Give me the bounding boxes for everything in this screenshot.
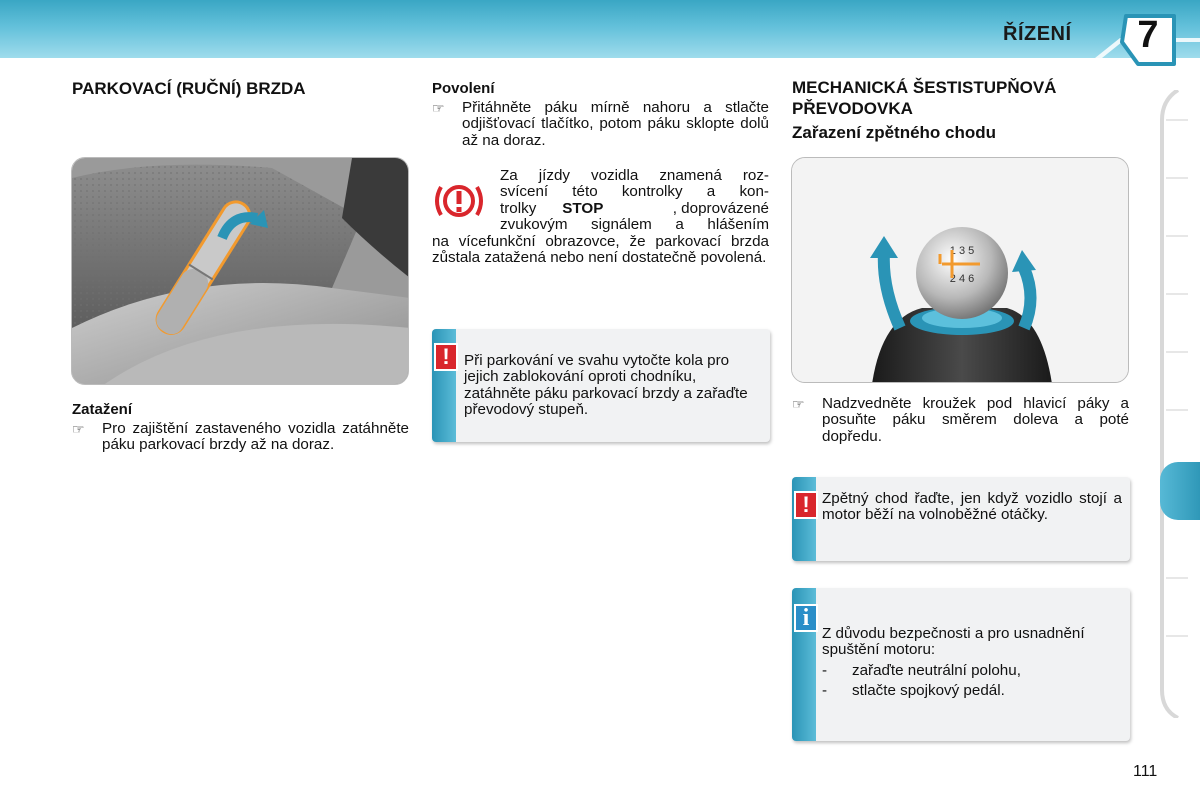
release-text: Přitáhněte páku mírně nahoru a stlačte odjišťovací tlačítko, potom páku sklopte dolů až na doraz. [462, 99, 769, 149]
section-title-gearbox: MECHANICKÁ ŠESTISTUPŇOVÁ PŘEVODOVKA [792, 78, 1057, 118]
info-icon: i [794, 604, 818, 632]
release-instruction [432, 100, 769, 149]
active-chapter-tab[interactable] [1160, 462, 1200, 520]
page-number: 111 [1133, 763, 1158, 780]
pointer-icon: ☞ [792, 396, 805, 412]
reverse-instruction-text: Nadzvedněte kroužek pod hlavicí páky a posuňte páku směrem doleva a poté dopředu. [822, 395, 1129, 445]
pointer-icon: ☞ [72, 421, 85, 437]
info-note-safety [792, 588, 1130, 741]
list-item-text: stlačte spojkový pedál. [852, 682, 1005, 700]
knob-pattern-bottom: 2 4 6 [949, 273, 975, 285]
list-dash: - [822, 661, 828, 679]
warning-line-4: zvukovým signálem a hlášením [500, 216, 769, 234]
pointer-icon: ☞ [432, 100, 445, 116]
knob-pattern-top: 1 3 5 [949, 245, 975, 257]
warning-icon: ! [434, 343, 458, 371]
warning-line-3a: trolky [500, 199, 537, 217]
info-note-body [822, 626, 1122, 700]
gear-knob-photo [791, 157, 1129, 383]
chapter-number: 7 [1137, 14, 1159, 56]
apply-instruction [72, 421, 409, 454]
reverse-note-text: Zpětný chod řaďte, jen když vozidlo stojí a motor běží na volnoběžné otáčky. [822, 490, 1122, 524]
apply-text: Pro zajištění zastaveného vozidla zatáhněte páku parkovací brzdy až na doraz. [102, 420, 409, 454]
warning-note-slope [432, 329, 770, 442]
warning-line-2: svícení této kontrolky a kon- [500, 183, 769, 201]
apply-heading: Zatažení [72, 401, 133, 418]
warning-line-3c: , doprovázené [672, 199, 769, 217]
list-item-text: zařaďte neutrální polohu, [852, 661, 1021, 679]
release-heading: Povolení [432, 80, 495, 97]
handbrake-lever-photo [71, 157, 409, 385]
list-item [822, 663, 1122, 679]
warning-lamp-text-rest: na vícefunkční obrazovce, že parkovací brzda zůstala zatažená nebo není dostatečně povolená. [432, 233, 769, 267]
brake-warning-lamp-icon [433, 178, 485, 224]
info-note-intro: Z důvodu bezpečnosti a pro usnadnění spuštění motoru: [822, 625, 1085, 659]
reverse-gear-subtitle: Zařazení zpětného chodu [792, 123, 997, 142]
list-dash: - [822, 682, 828, 700]
warning-note-reverse [792, 477, 1130, 561]
warning-lamp-text-lines [500, 168, 769, 234]
section-title-parking-brake: PARKOVACÍ (RUČNÍ) BRZDA [72, 79, 306, 98]
chapter-tab-rail [1158, 90, 1200, 718]
warning-line-3 [500, 201, 769, 217]
list-item [822, 683, 1122, 699]
slope-note-text: Při parkování ve svahu vytočte kola pro jejich zablokování oproti chodníku, zatáhněte páku parkovací brzdy a zařaďte převodový stupeň. [464, 352, 748, 419]
note-bar [792, 477, 816, 561]
reverse-instruction [792, 396, 1129, 445]
warning-line-1: Za jízdy vozidla znamená roz- [500, 167, 769, 184]
warning-line-3c-wrap [603, 201, 769, 217]
stop-label: STOP [562, 199, 604, 217]
chapter-title: ŘÍZENÍ [1003, 23, 1072, 45]
warning-icon: ! [794, 491, 818, 519]
